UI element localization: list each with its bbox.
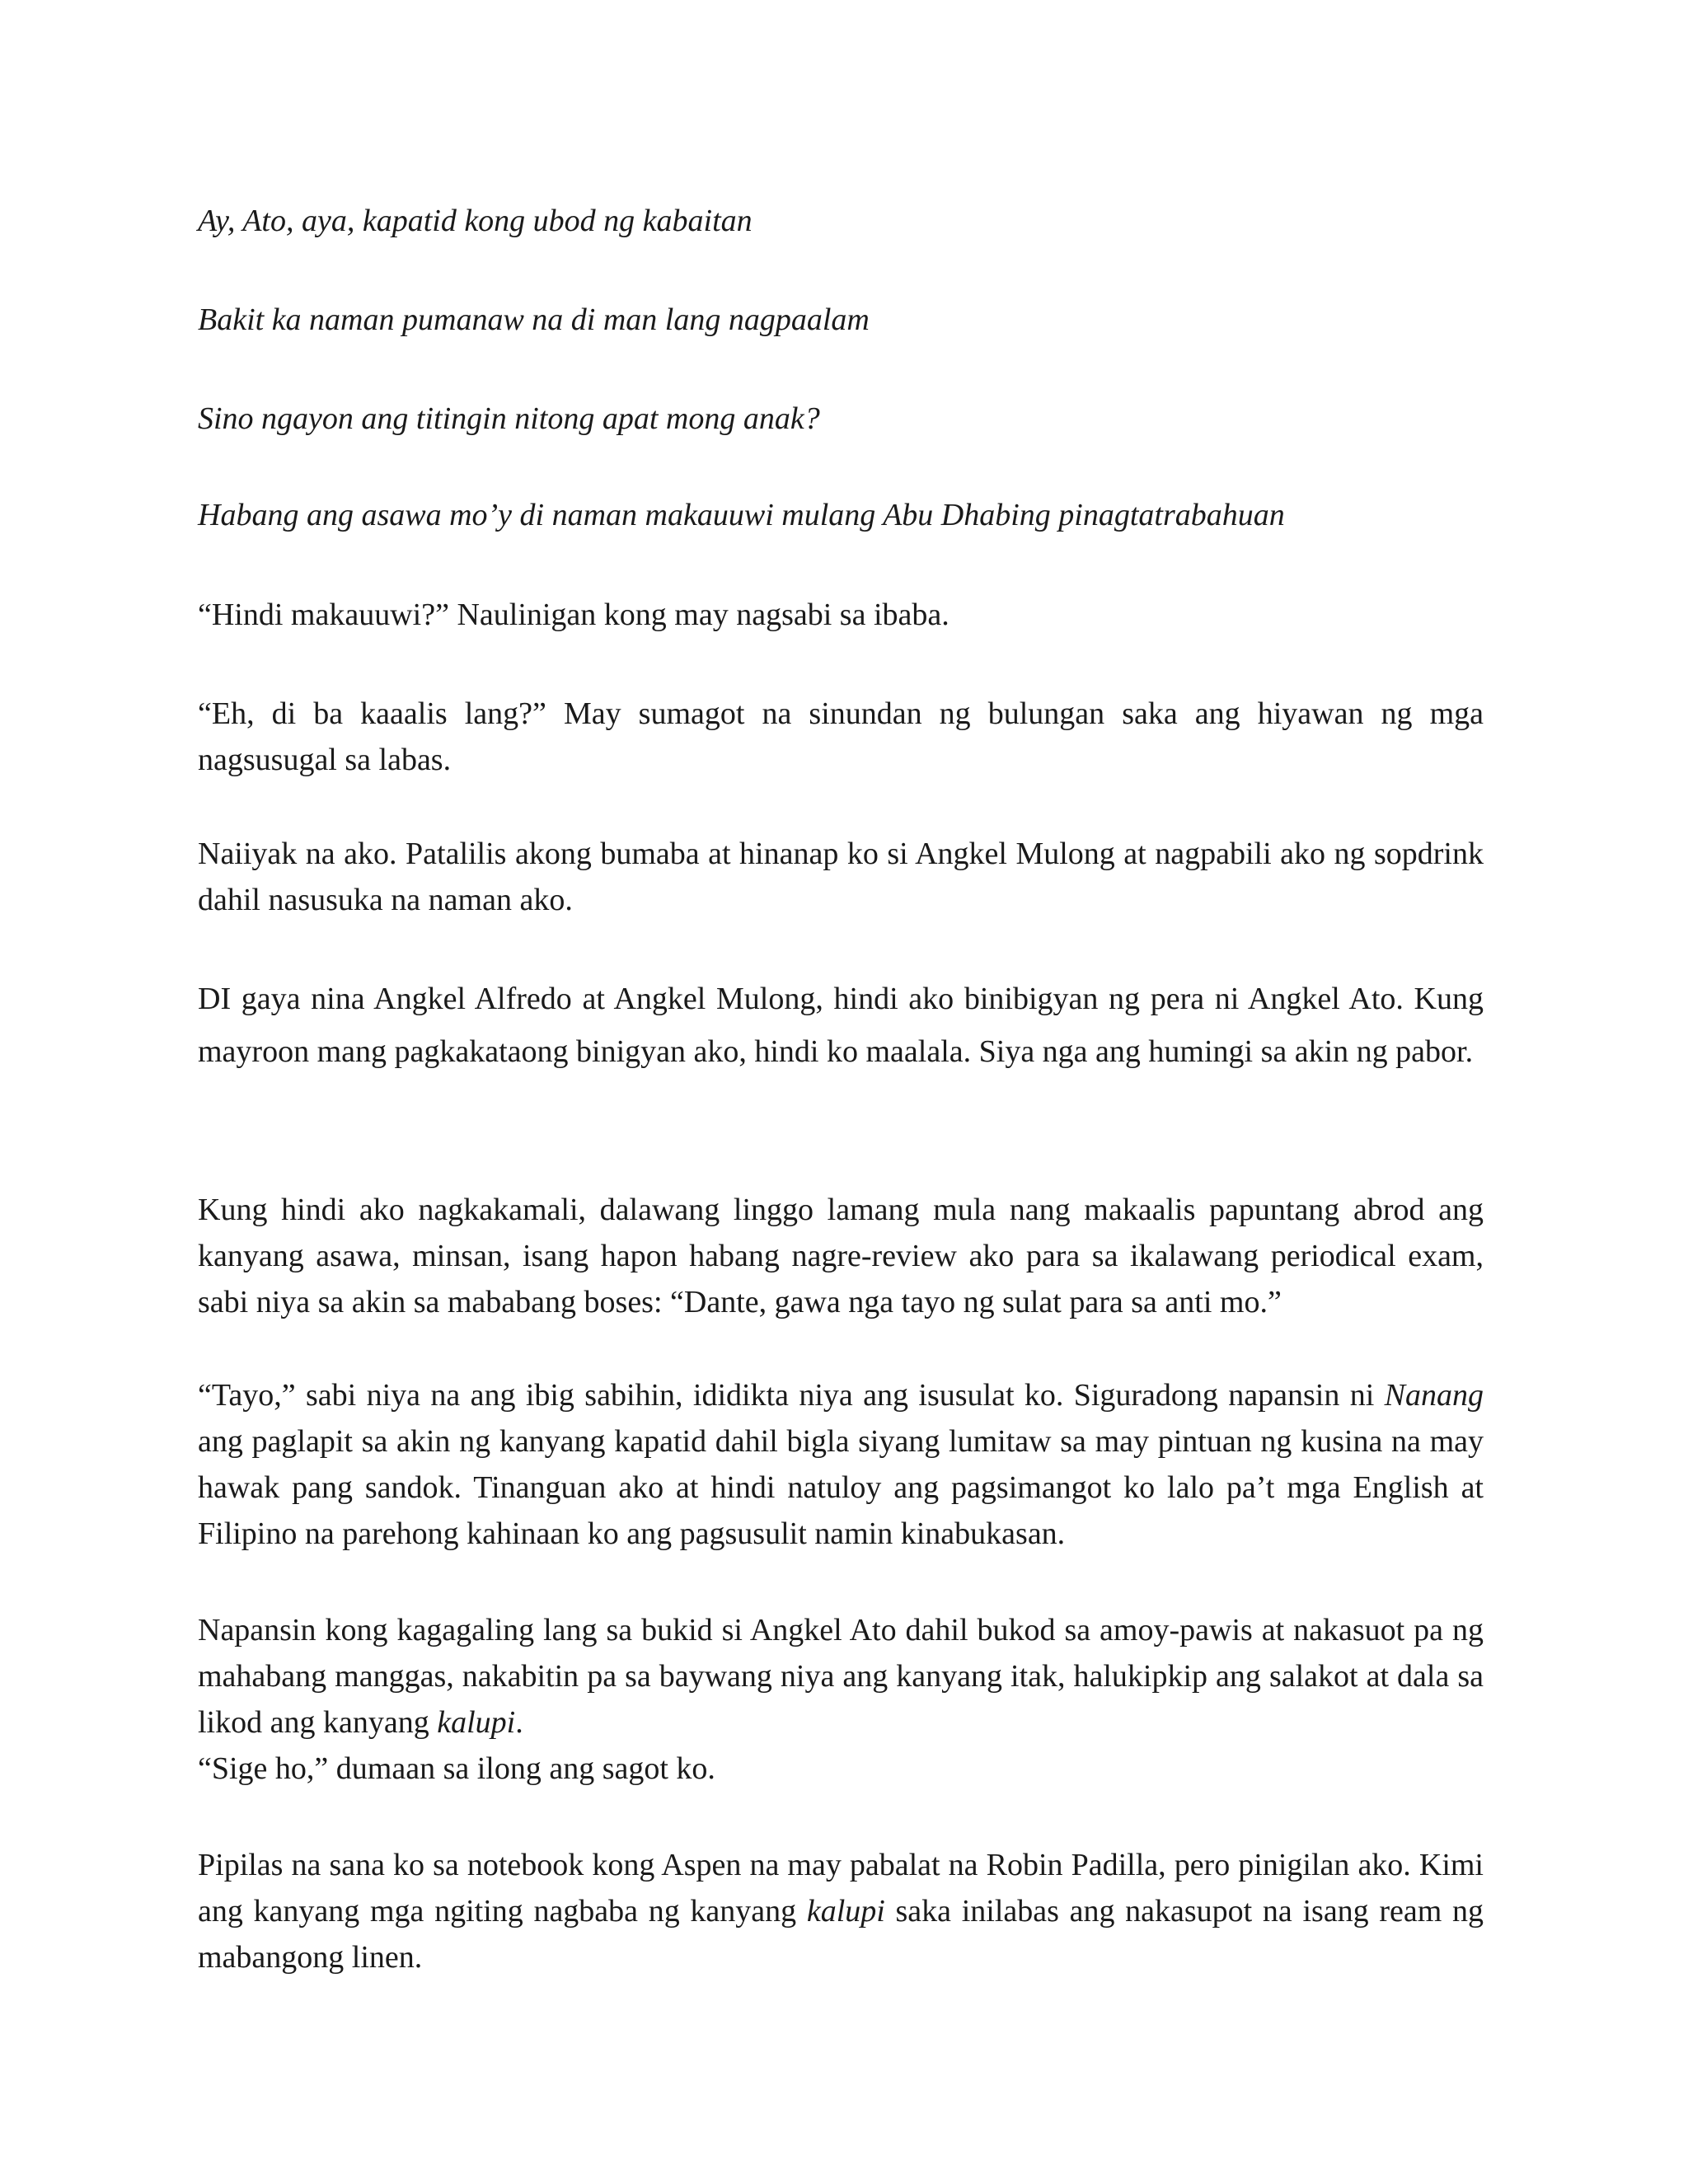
paragraph-8-text-c: saka inilabas ang nakasupot na isang ream ng mabangong linen. <box>198 1894 1484 1975</box>
paragraph-7-text-a: Napansin kong kagagaling lang sa bukid si Angkel Ato dahil bukod sa amoy-pawis at nakasuot pa ng mahabang manggas, nakabitin pa sa baywang niya ang kanyang itak, halukipkip ang salakot at dala sa likod ang kanyang <box>198 1613 1484 1740</box>
paragraph-8 <box>198 1842 1484 1980</box>
paragraph-6-text-a: “Tayo,” sabi niya na ang ibig sabihin, ididikta niya ang isusulat ko. Siguradong napansin ni <box>198 1378 1385 1413</box>
verse-line-1: Ay, Ato, aya, kapatid kong ubod ng kabaitan <box>198 204 753 238</box>
verse-line-2: Bakit ka naman pumanaw na di man lang nagpaalam <box>198 302 870 337</box>
paragraph-3: Naiiyak na ako. Patalilis akong bumaba at hinanap ko si Angkel Mulong at nagpabili ako ng sopdrink dahil nasusuka na naman ako. <box>198 837 1484 917</box>
paragraph-7-reply-line: “Sige ho,” dumaan sa ilong ang sagot ko. <box>198 1751 715 1786</box>
paragraph-6 <box>198 1372 1484 1557</box>
paragraph-6-italic-word: Nanang <box>1384 1378 1484 1413</box>
paragraph-4: DI gaya nina Angkel Alfredo at Angkel Mulong, hindi ako binibigyan ng pera ni Angkel Ato. Kung mayroon mang pagkakataong binigyan ako, hindi ko maalala. Siya nga ang humingi sa akin ng pabor. <box>198 982 1484 1069</box>
verse-line-3: Sino ngayon ang titingin nitong apat mong anak? <box>198 401 820 436</box>
paragraph-2: “Eh, di ba kaaalis lang?” May sumagot na sinundan ng bulungan saka ang hiyawan ng mga nagsusugal sa labas. <box>198 696 1484 777</box>
paragraph-8-italic-word: kalupi <box>806 1894 885 1929</box>
paragraph-6-text-c: ang paglapit sa akin ng kanyang kapatid dahil bigla siyang lumitaw sa may pintuan ng kusina na may hawak pang sandok. Tinanguan ako at hindi natuloy ang pagsimangot ko lalo pa’t mga English at Filipino na parehong kahinaan ko ang pagsusulit namin kinabukasan. <box>198 1424 1484 1551</box>
verse-line-4: Habang ang asawa mo’y di naman makauuwi mulang Abu Dhabing pinagtatrabahuan <box>198 498 1285 532</box>
paragraph-7-italic-word: kalupi <box>437 1705 516 1740</box>
paragraph-7 <box>198 1607 1484 1792</box>
paragraph-1: “Hindi makauuwi?” Naulinigan kong may nagsabi sa ibaba. <box>198 598 950 632</box>
paragraph-5: Kung hindi ako nagkakamali, dalawang linggo lamang mula nang makaalis papuntang abrod ang kanyang asawa, minsan, isang hapon habang nagre-review ako para sa ikalawang periodical exam, sabi niya sa akin sa mababang boses: “Dante, gawa nga tayo ng sulat para sa anti mo.” <box>198 1193 1484 1319</box>
paragraph-7-text-c: . <box>515 1705 523 1740</box>
paragraph-8-text-a: Pipilas na sana ko sa notebook kong Aspen na may pabalat na Robin Padilla, pero pinigilan ako. Kimi ang kanyang mga ngiting nagbaba ng kanyang <box>198 1848 1484 1929</box>
